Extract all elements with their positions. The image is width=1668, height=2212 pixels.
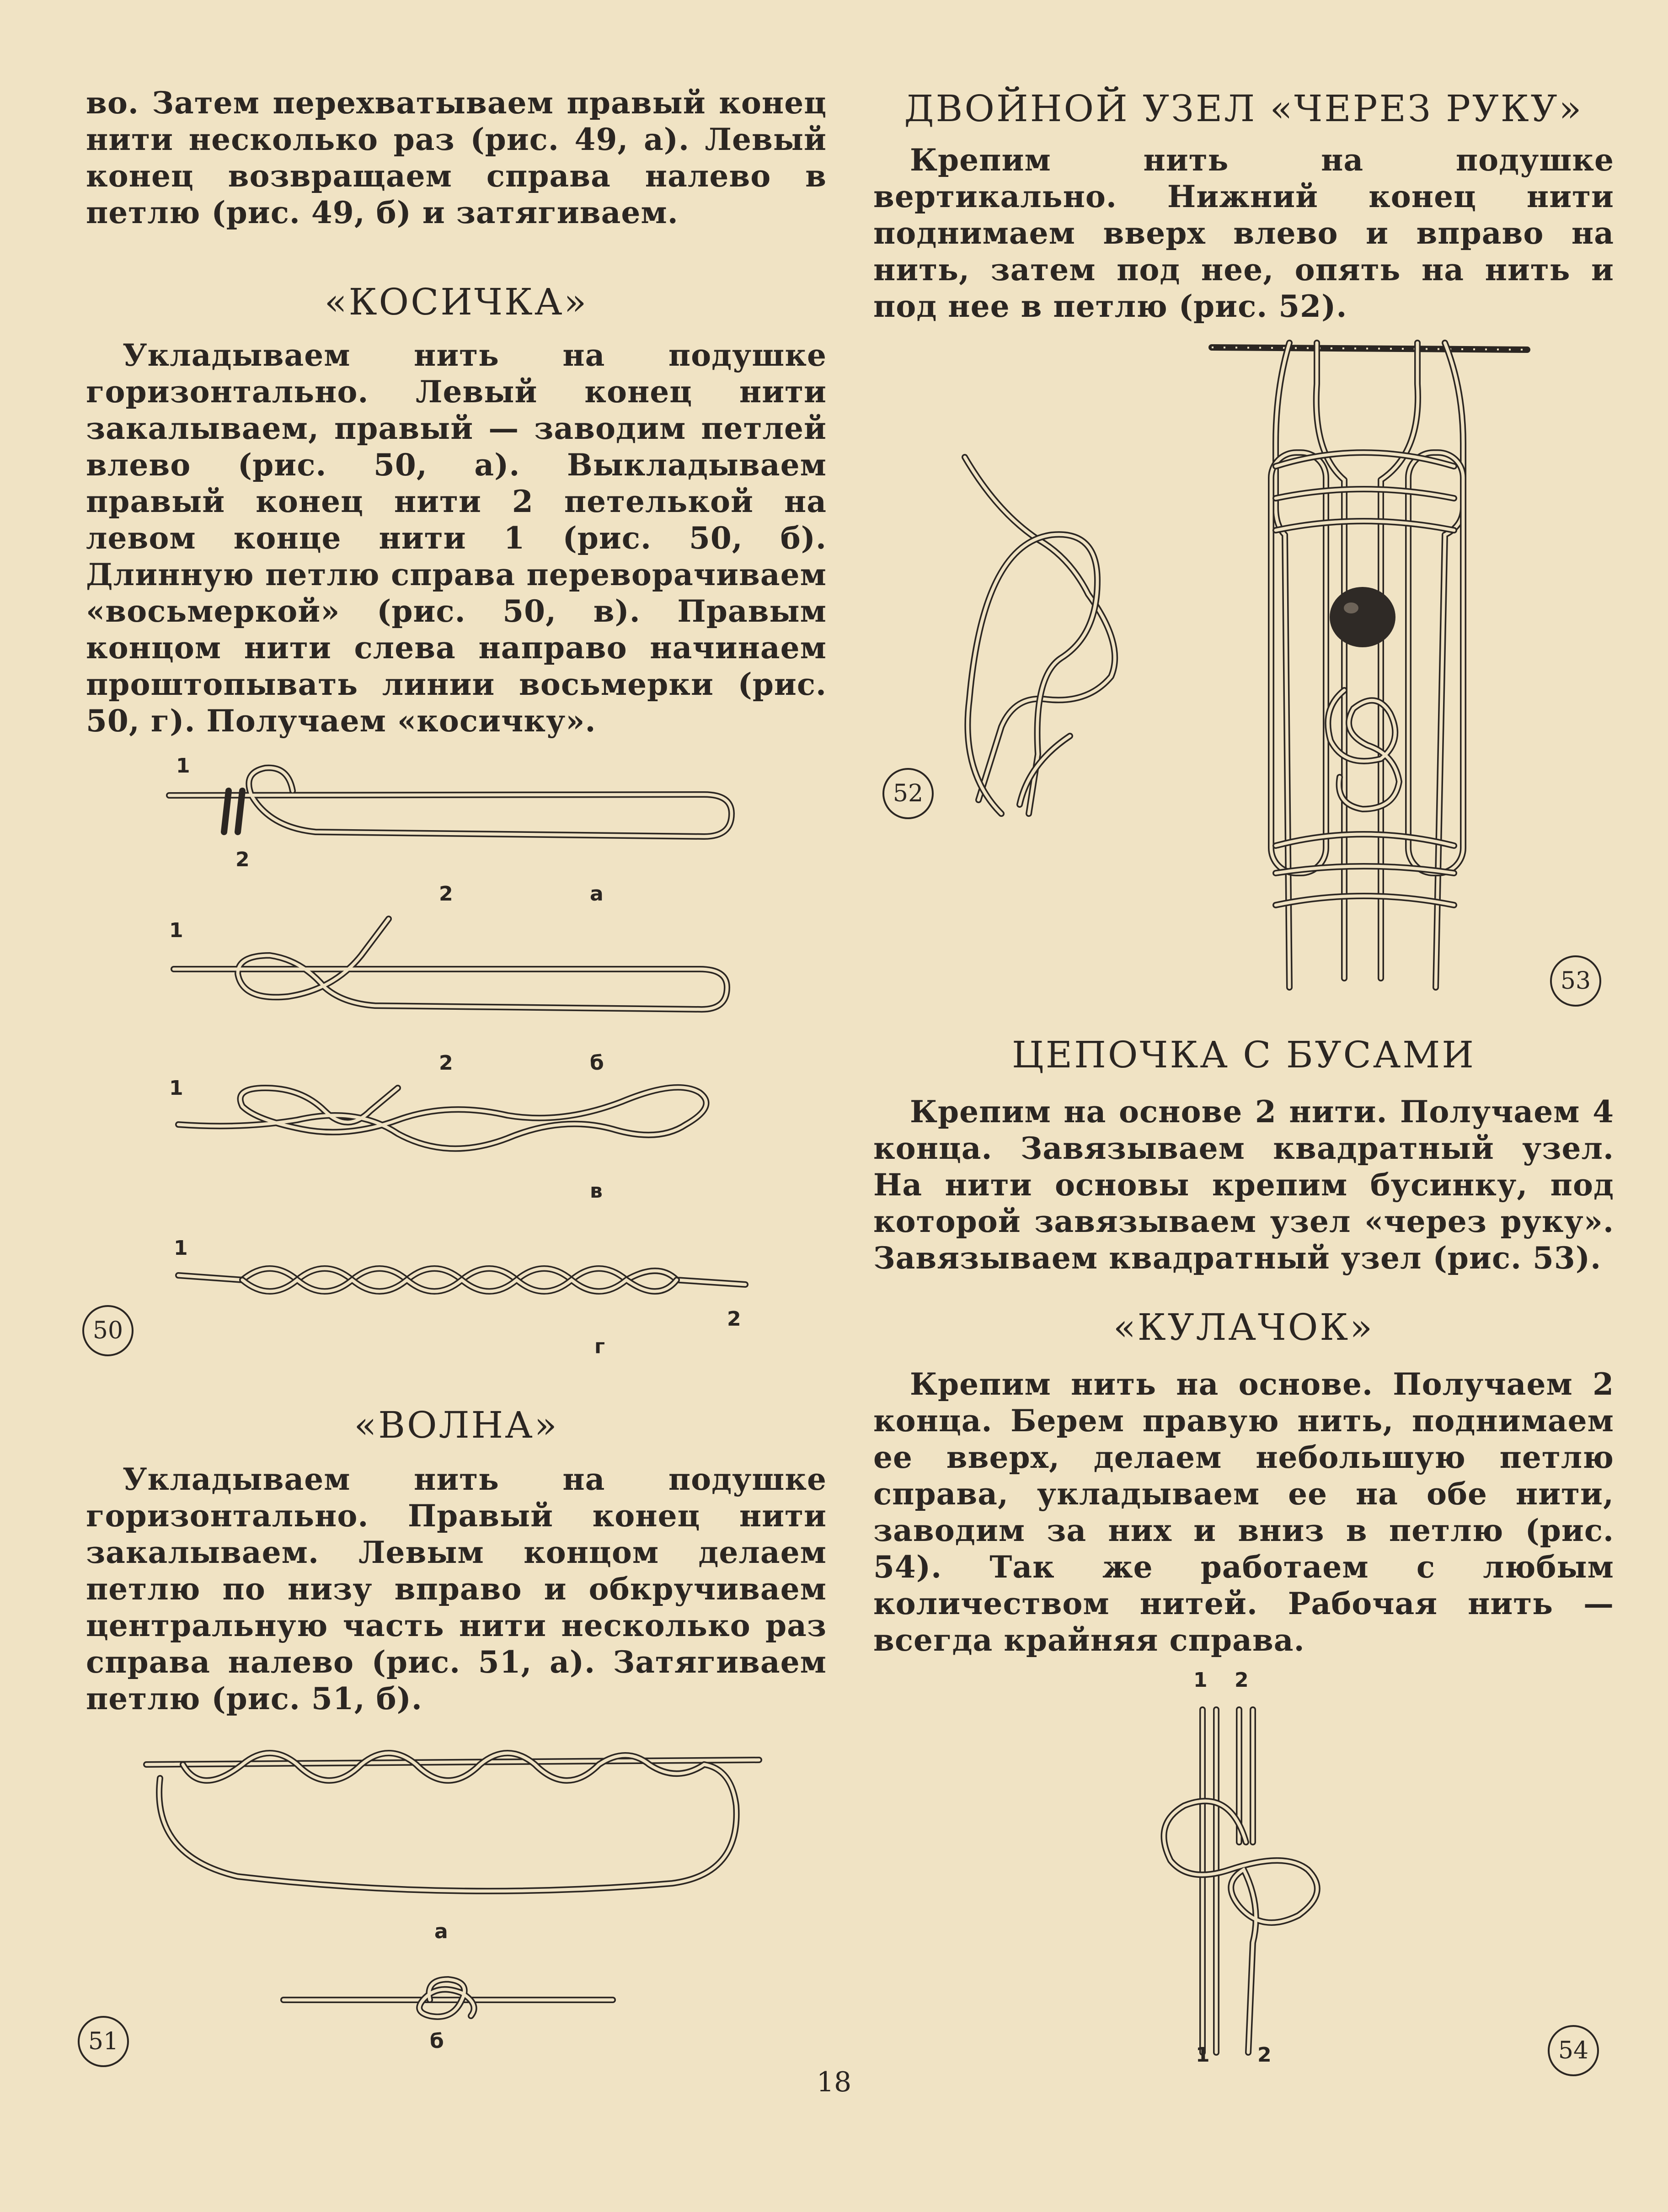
fig50b-label-2: 2 [439,882,453,906]
fig50v-label-2: 2 [439,1051,453,1075]
figure-54 [1125,1668,1363,2071]
figure-54-cords [1203,1710,1253,2052]
left-column-bottom [86,1403,827,1717]
heading-kulachok: «КУЛАЧОК» [1113,1306,1374,1349]
fig54-bottom-label-2: 2 [1257,2043,1272,2067]
fig50a-label-2: 2 [235,848,250,871]
fig50b-letter: б [590,1051,604,1075]
figure-50a-rope [169,768,732,837]
right-column [873,85,1614,325]
figure-53 [1207,315,1536,1019]
figure-50g-rope [178,1269,745,1291]
figure-52 [951,443,1189,823]
figure-54-drawing [1125,1668,1363,2071]
fig50a-letter: а [590,882,604,906]
fig50g-letter: г [594,1335,605,1358]
fig50g-label-1: 1 [174,1237,188,1260]
figure-51 [133,1719,773,2053]
figure-51-drawing [133,1719,773,2048]
fig50v-letter: в [590,1179,603,1203]
paragraph-kosichka: Укладываем нить на подушке горизонтально. Левый конец нити закалываем, правый — заводим петлей влево (рис. 50, а). Выкладываем правый конец нити 2 петелькой на левом конце нити 1 (рис. 50, б). Длинную петлю справа переворачиваем «восьмеркой» (рис. 50, в). Правым концом нити слева направо начинаем проштопывать линии восьмерки (рис. 50, г). Получаем «косичку». [86,337,827,739]
figure-50v-rope [178,1087,706,1149]
fig50b-label-1: 1 [169,919,183,942]
paragraph-kulachok: Крепим нить на основе. Получаем 2 конца. Берем правую нить, поднимаем ее вверх, делаем небольшую петлю справа, укладываем ее на обе нити, заводим за них и вниз в петлю (рис. 54). Так же работаем с любым количеством нитей. Рабочая нить — всегда крайняя справа. [873,1366,1614,1658]
fig54-top-label-2: 2 [1235,1668,1249,1692]
heading-volna: «ВОЛНА» [354,1404,559,1446]
figure-50 [151,741,791,1371]
figure-50b-rope [174,919,727,1009]
right-column-middle [873,1033,1614,1658]
figure-52-number: 52 [882,768,934,819]
heading-dvoinoi: ДВОЙНОЙ УЗЕЛ «ЧЕРЕЗ РУКУ» [904,87,1583,130]
bead-highlight [1344,602,1358,613]
figure-53-square-knot-bottom [1276,834,1454,905]
fig50g-label-2: 2 [727,1307,741,1331]
fig54-bottom-label-1: 1 [1196,2043,1210,2067]
figure-50-drawing [151,741,791,1371]
figure-50-number: 50 [82,1305,134,1356]
fig54-top-label-1: 1 [1193,1668,1208,1692]
page-number: 18 [816,2066,852,2098]
figure-52-drawing [951,443,1189,823]
heading-cepochka: ЦЕПОЧКА С БУСАМИ [1012,1034,1476,1076]
paragraph-volna: Укладываем нить на подушке горизонтально. Правый конец нити закалываем. Левым концом делаем петлю по низу вправо и обкручиваем центральную часть нити несколько раз справа налево (рис. 51, а). Затягиваем петлю (рис. 51, б). [86,1461,827,1716]
figure-51a-rope [146,1753,759,1891]
paragraph-cepochka: Крепим на основе 2 нити. Получаем 4 конца. Завязываем квадратный узел. На нити основы крепим бусинку, под которой завязываем узел «через руку». Завязываем квадратный узел (рис. 53). [873,1094,1614,1276]
bead [1330,587,1395,647]
figure-53-number: 53 [1550,955,1601,1007]
fig51a-letter: а [434,1920,448,1943]
figure-51b-rope [283,1979,613,2017]
intro-paragraph: во. Затем перехватываем правый конец нити несколько раз (рис. 49, а). Левый конец возвращаем справа налево в петлю (рис. 49, б) и затягиваем. [86,85,827,230]
fig50a-label-1: 1 [176,754,190,778]
figure-53-overhand-knot [1328,690,1399,809]
fig50v-label-1: 1 [169,1077,183,1100]
figure-53-cords [1276,343,1463,987]
fig51b-letter: б [430,2030,444,2053]
figure-53-drawing [1207,315,1536,1019]
left-column [86,85,827,739]
heading-kosichka: «КОСИЧКА» [324,281,588,323]
paragraph-dvoinoi: Крепим нить на подушке вертикально. Нижний конец нити поднимаем вверх влево и вправо на нить, затем под нее, опять на нить и под нее в петлю (рис. 52). [873,142,1614,324]
figure-54-number: 54 [1548,2025,1599,2076]
figure-51-number: 51 [78,2016,129,2067]
